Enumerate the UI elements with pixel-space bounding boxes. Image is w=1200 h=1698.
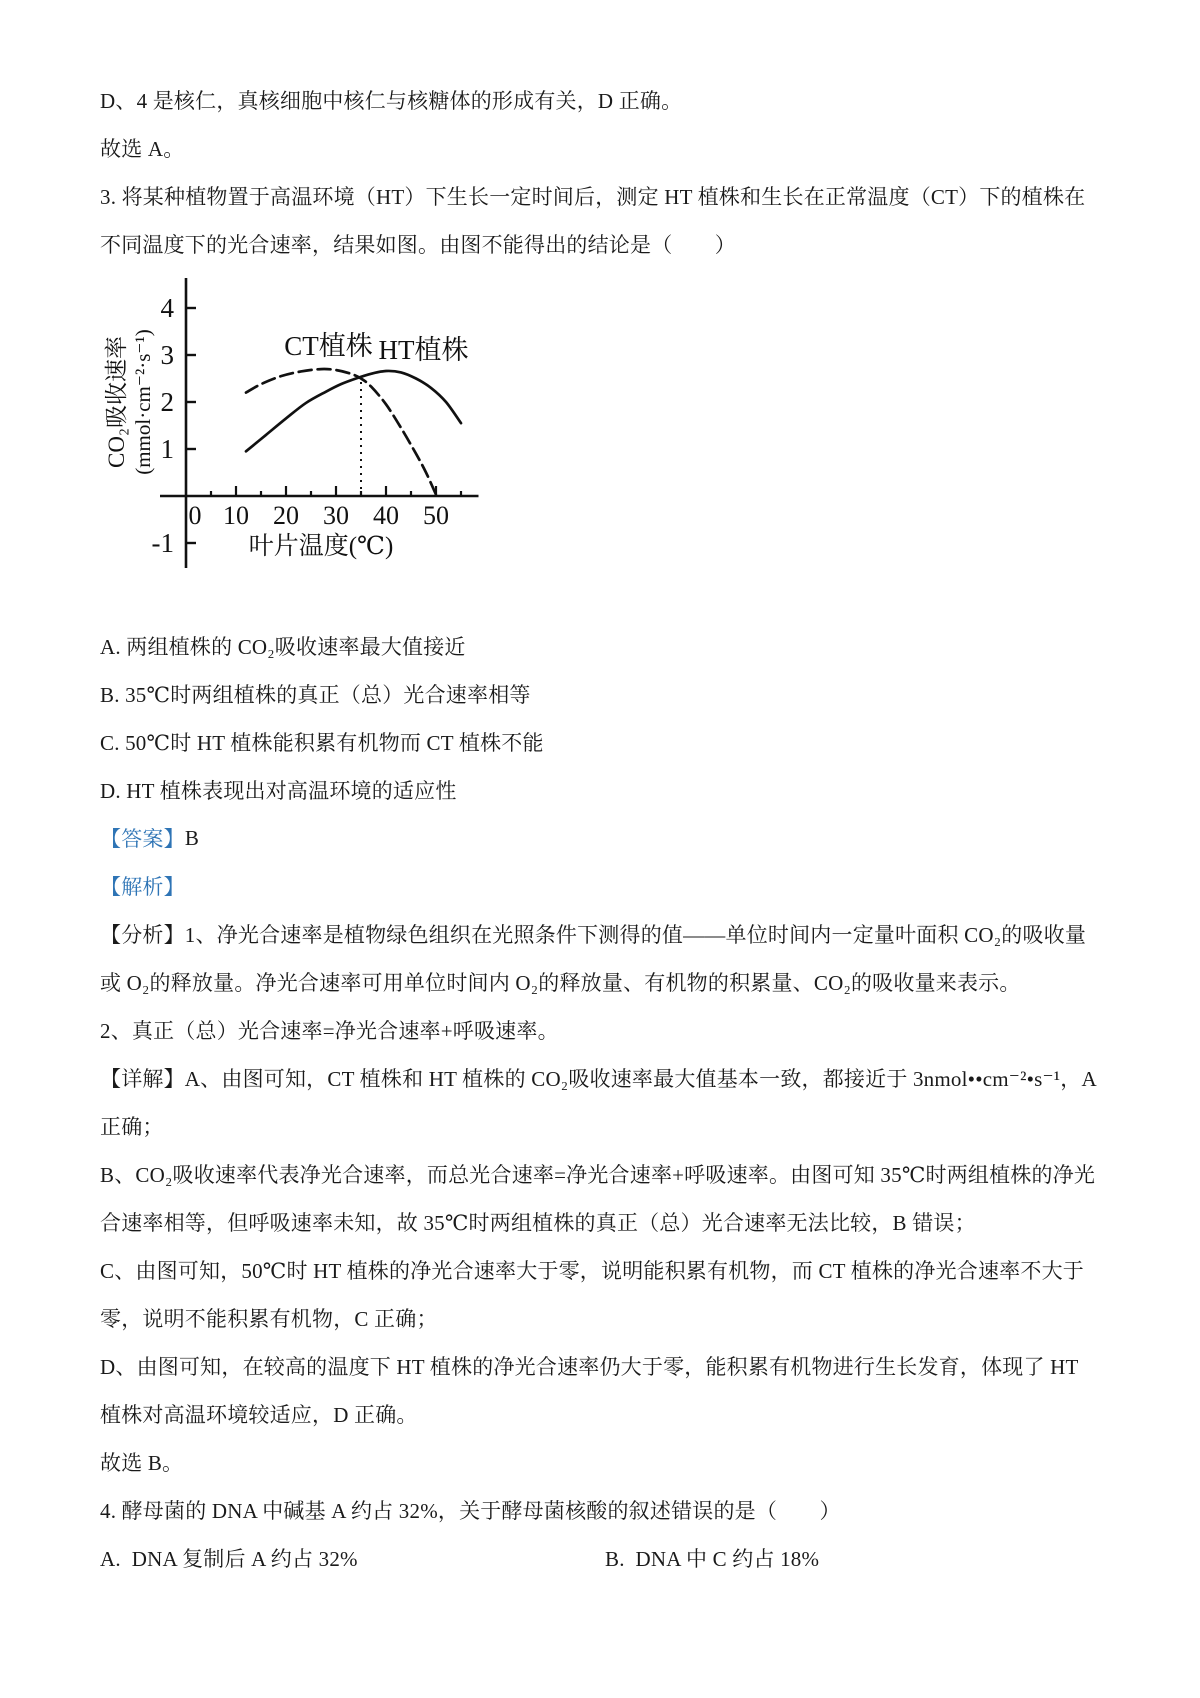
svg-text:-1: -1 [151,528,174,558]
svg-text:2: 2 [160,387,174,417]
svg-text:(mmol·cm⁻²·s⁻¹): (mmol·cm⁻²·s⁻¹) [131,329,155,475]
answer-value: B [184,825,200,850]
q3-analysis-header [100,862,1122,910]
q3-detail-line-7: D、由图可知，在较高的温度下 HT 植株的净光合速率仍大于零，能积累有机物进行生长发育，体现了 HT [100,1355,1079,1379]
q3-answer-line [100,814,1122,862]
q3-option-a: A. 两组植株的 CO₂吸收速率最大值接近 [100,635,466,659]
q3-analysis-line-2: 或 O₂的释放量。净光合速率可用单位时间内 O₂的释放量、有机物的积累量、CO₂的吸收量来表示。 [100,971,1021,995]
q4-stem: 4. 酵母菌的 DNA 中碱基 A 约占 32%，关于酵母菌核酸的叙述错误的是（ ） [100,1499,841,1523]
svg-text:50: 50 [423,501,449,530]
q3-analysis-line-3: 2、真正（总）光合速率=净光合速率+呼吸速率。 [100,1019,559,1043]
q2-option-d-line: D、4 是核仁，真核细胞中核仁与核糖体的形成有关，D 正确。 [100,89,683,113]
svg-text:叶片温度(℃): 叶片温度(℃) [248,533,394,560]
q3-conclusion: 故选 B。 [100,1451,184,1475]
q3-detail-line-6: 零，说明不能积累有机物，C 正确； [100,1307,438,1331]
q3-option-c: C. 50℃时 HT 植株能积累有机物而 CT 植株不能 [100,731,544,755]
q4-option-b: B. DNA 中 C 约占 18% [605,1547,820,1571]
svg-text:10: 10 [223,501,249,530]
q3-detail-line-1: 【详解】A、由图可知，CT 植株和 HT 植株的 CO₂吸收速率最大值基本一致，都接近于 3nmol••cm⁻²•s⁻¹，A [100,1067,1097,1091]
q3-detail-line-8: 植株对高温环境较适应，D 正确。 [100,1403,418,1427]
photosynthesis-rate-chart-svg [94,270,524,582]
svg-text:30: 30 [323,501,349,530]
svg-text:CT植株: CT植株 [284,331,373,361]
svg-text:HT植株: HT植株 [378,334,469,365]
q3-analysis-line-1: 【分析】1、净光合速率是植物绿色组织在光照条件下测得的值——单位时间内一定量叶面积 CO₂的吸收量 [100,923,1087,947]
q3-detail-line-4: 合速率相等，但呼吸速率未知，故 35℃时两组植株的真正（总）光合速率无法比较，B 错误； [100,1211,976,1235]
q4-option-a: A. DNA 复制后 A 约占 32% [100,1547,358,1571]
q2-conclusion: 故选 A。 [100,137,185,161]
svg-text:4: 4 [160,293,174,323]
photosynthesis-rate-chart [94,270,1122,582]
q3-stem-line1: 3. 将某种植物置于高温环境（HT）下生长一定时间后，测定 HT 植株和生长在正常温度（CT）下的植株在 [100,185,1086,209]
svg-text:40: 40 [373,501,399,530]
q3-detail-line-3: B、CO₂吸收速率代表净光合速率，而总光合速率=净光合速率+呼吸速率。由图可知 35℃时两组植株的净光 [100,1163,1096,1187]
svg-text:0: 0 [188,501,202,530]
q3-option-d: D. HT 植株表现出对高温环境的适应性 [100,779,457,803]
q3-detail-line-2: 正确； [100,1115,164,1139]
answer-label: 【答案】 [100,827,185,851]
q3-stem-line2: 不同温度下的光合速率，结果如图。由图不能得出的结论是（ ） [100,233,736,257]
svg-text:1: 1 [160,434,174,464]
svg-text:20: 20 [273,501,299,530]
q4-options-row [100,1534,1122,1582]
analysis-header-label: 【解析】 [100,875,185,899]
q3-detail-line-5: C、由图可知，50℃时 HT 植株的净光合速率大于零，说明能积累有机物，而 CT 植株的净光合速率不大于 [100,1259,1084,1283]
q3-option-b: B. 35℃时两组植株的真正（总）光合速率相等 [100,683,531,707]
svg-text:3: 3 [160,340,174,370]
svg-text:CO₂吸收速率: CO₂吸收速率 [104,336,129,468]
